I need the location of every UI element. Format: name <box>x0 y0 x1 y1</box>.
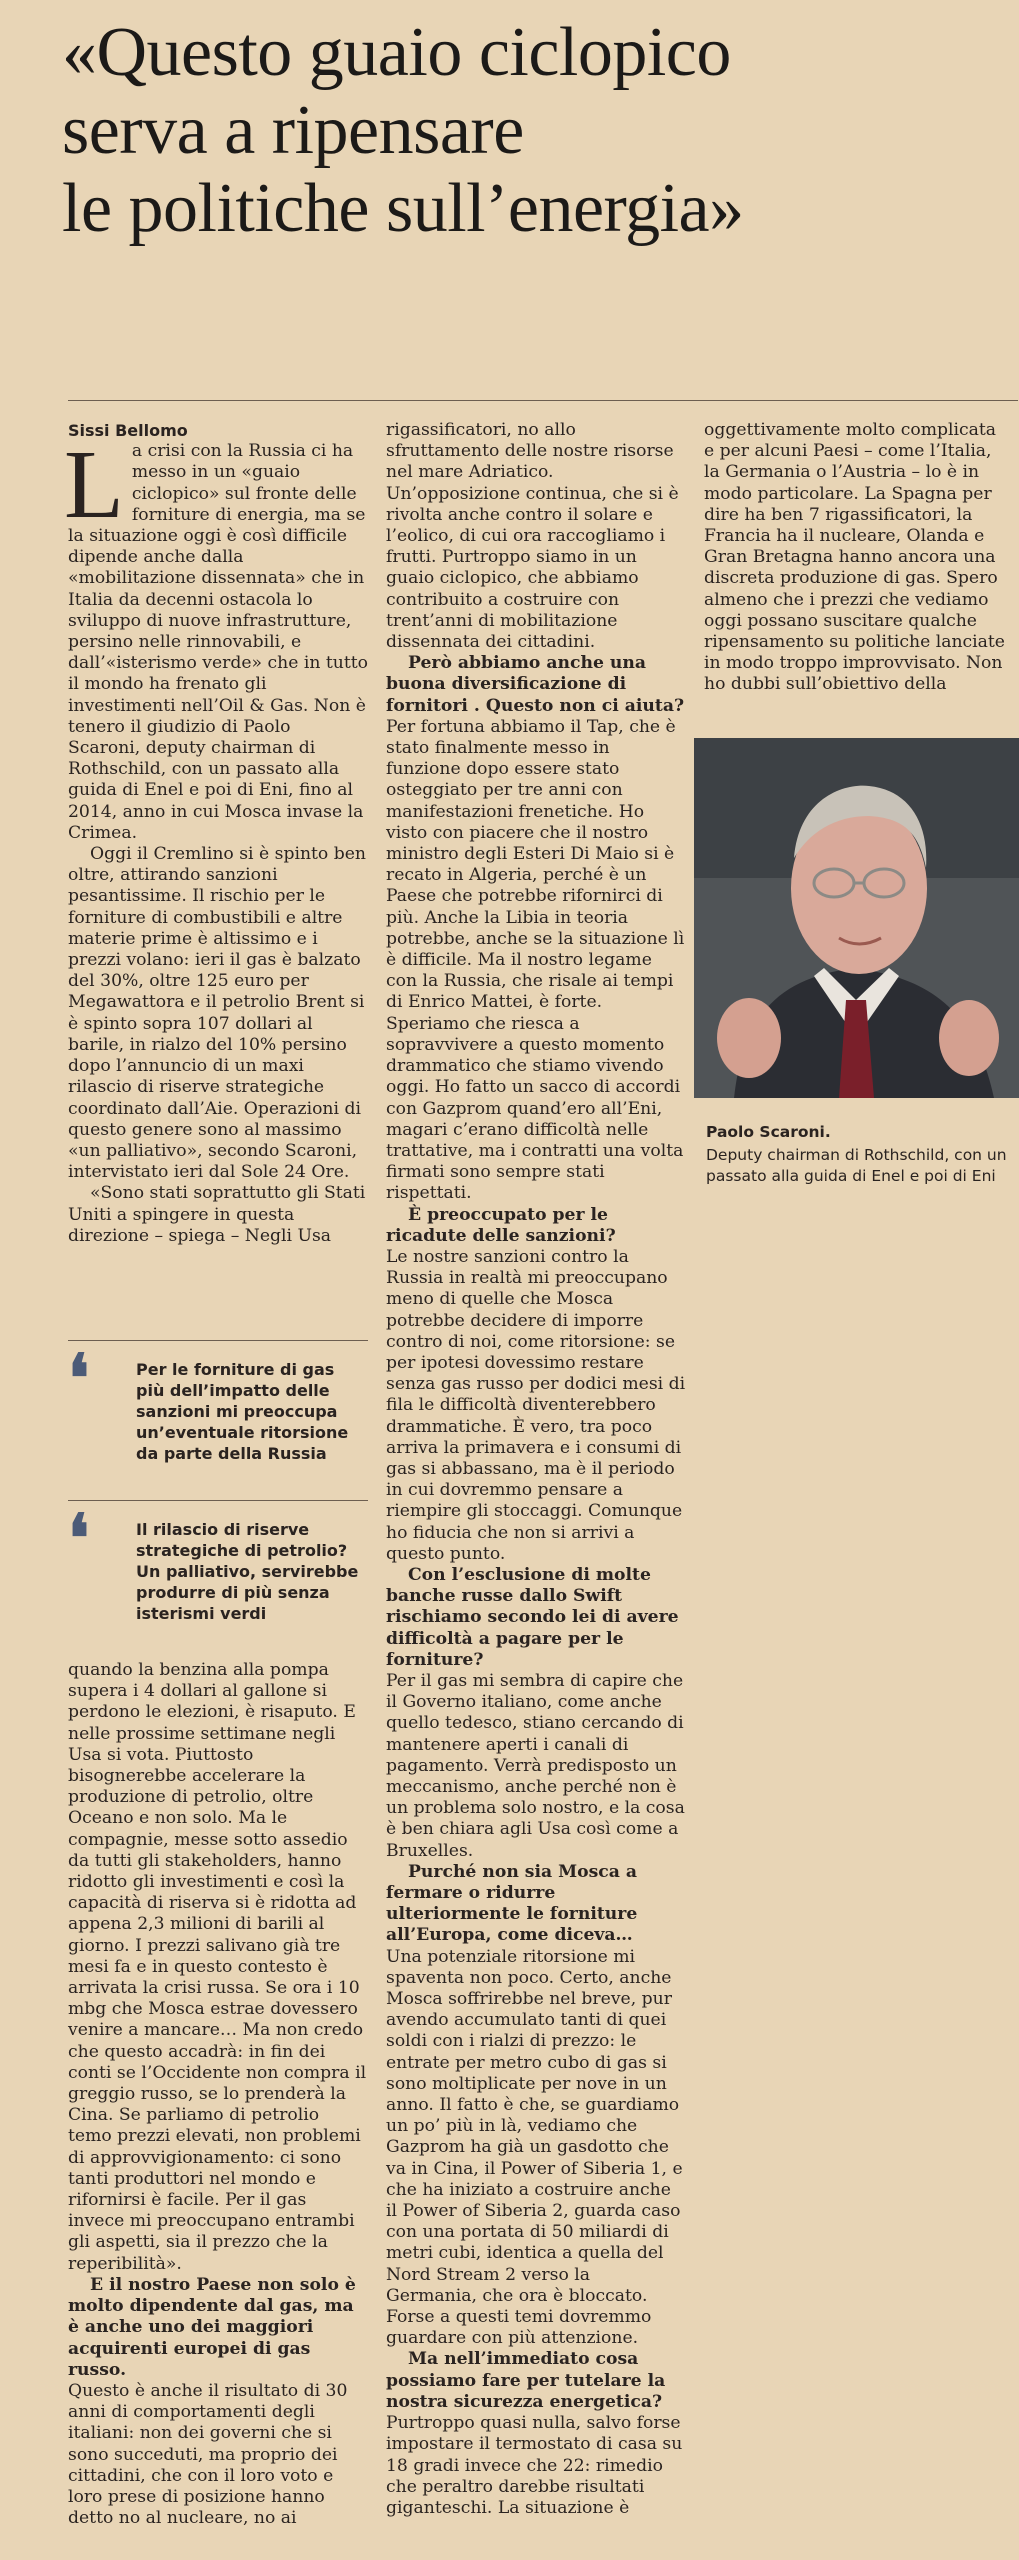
interview-question: Con l’esclusione di molte banche russe dallo Swift rischiamo secondo lei di avere difficoltà a pagare per le forniture? <box>386 1564 679 1670</box>
headline-line-2: serva a ripensare <box>62 92 524 169</box>
lead-text: a crisi con la Russia ci ha messo in un «guaio ciclopico» sul fronte delle forniture di energia, ma se la situazione oggi è così difficile dipende anche dalla «mobilitazione dissennata» che in Italia da decenni ostacola lo sviluppo di nuove infrastrutture, persino nelle rinnovabili, e dall’«isterismo verde» che in tutto il mondo ha frenato gli investimenti nell’Oil & Gas. Non è tenero il giudizio di Paolo Scaroni, deputy chairman di Rothschild, con un passato alla guida di Enel e poi di Eni, fino al 2014, anno in cui Mosca invase la Crimea. <box>68 441 369 843</box>
pull-quote-text: Il rilascio di riserve strategiche di petrolio? Un palliativo, servirebbe produrre di più senza isterismi verdi <box>136 1520 359 1623</box>
paragraph: rigassificatori, no allo sfruttamento delle nostre risorse nel mare Adriatico. Un’opposizione continua, che si è rivolta anche contro il solare e l’eolico, di cui ora raccogliamo i frutti. Purtroppo siamo in un guaio ciclopico, che abbiamo contribuito a costruire con trent’anni di mobilitazione dissennata dei cittadini. <box>386 420 679 653</box>
headline-line-3: le politiche sull’energia» <box>62 170 744 247</box>
pull-quote-text: Per le forniture di gas più dell’impatto delle sanzioni mi preoccupa un’eventuale ritorsione da parte della Russia <box>136 1360 349 1463</box>
interview-question: È preoccupato per le ricadute delle sanzioni? <box>386 1204 616 1246</box>
interview-question: Purché non sia Mosca a fermare o ridurre ulteriormente le forniture all’Europa, come diceva… <box>386 1861 638 1946</box>
column-2 <box>386 420 686 2519</box>
portrait-photo <box>694 738 1019 1098</box>
paragraph: Questo è anche il risultato di 30 anni di comportamenti degli italiani: non dei governi che si sono succeduti, ma proprio dei cittadini, che con il loro voto e loro prese di posizione hanno detto no al nucleare, no ai <box>68 2380 348 2529</box>
headline <box>62 14 1002 248</box>
quote-mark-icon: ❛ <box>68 1503 90 1576</box>
column-3 <box>704 420 1010 696</box>
column-1-continued <box>68 1660 368 2529</box>
pull-quote-2 <box>68 1500 368 1621</box>
byline: Sissi Bellomo <box>68 421 188 440</box>
drop-cap: L <box>64 431 124 540</box>
caption-text: Deputy chairman di Rothschild, con un passato alla guida di Enel e poi di Eni <box>706 1146 1007 1185</box>
interview-question: Però abbiamo anche una buona diversificazione di fornitori . Questo non ci aiuta? <box>386 653 685 716</box>
paragraph: «Sono stati soprattutto gli Stati Uniti a spingere in questa direzione – spiega – Negli Usa <box>68 1183 366 1246</box>
paragraph: Oggi il Cremlino si è spinto ben oltre, attirando sanzioni pesantissime. Il rischio per le forniture di combustibili e altre materie prime è altissimo e i prezzi volano: ieri il gas è balzato del 30%, oltre 125 euro per Megawattora e il petrolio Brent si è spinto sopra 107 dollari al barile, in rialzo del 10% persino dopo l’annuncio di un maxi rilascio di riserve strategiche coordinato dall’Aie. Operazioni di questo genere sono al massimo «un palliativo», secondo Scaroni, intervistato ieri dal Sole 24 Ore. <box>68 844 366 1183</box>
paragraph: Una potenziale ritorsione mi spaventa non poco. Certo, anche Mosca soffrirebbe nel breve, pur avendo accumulato tanti di quei soldi con i rialzi di prezzo: le entrate per metro cubo di gas si sono moltiplicate per nove in un anno. Il fatto è che, se guardiamo un po’ più in là, vediamo che Gazprom ha già un gasdotto che va in Cina, il Power of Siberia 1, e che ha iniziato a costruire anche il Power of Siberia 2, guarda caso con una portata di 50 miliardi di metri cubi, identica a quella del Nord Stream 2 verso la Germania, che ora è bloccato. Forse a questi temi dovremmo guardare con più attenzione. <box>386 1946 683 2349</box>
interview-question: E il nostro Paese non solo è molto dipendente dal gas, ma è anche uno dei maggiori acquirenti europei di gas russo. <box>68 2274 356 2380</box>
caption-name: Paolo Scaroni. <box>706 1123 831 1141</box>
paragraph: Per il gas mi sembra di capire che il Governo italiano, come anche quello tedesco, stiano cercando di mantenere aperti i canali di pagamento. Verrà predisposto un meccanismo, anche perché non è un problema solo nostro, e la cosa è ben chiara agli Usa così come a Bruxelles. <box>386 1670 685 1861</box>
lead-paragraph <box>64 431 369 844</box>
headline-line-1: «Questo guaio ciclopico <box>62 14 731 91</box>
column-1 <box>64 420 369 1247</box>
paragraph: oggettivamente molto complicata e per alcuni Paesi – come l’Italia, la Germania o l’Austria – lo è in modo particolare. La Spagna per dire ha ben 7 rigassificatori, la Francia ha il nucleare, Olanda e Gran Bretagna hanno ancora una discreta produzione di gas. Spero almeno che i prezzi che vediamo oggi possano suscitare qualche ripensamento su politiche lanciate in modo troppo improvvisato. Non ho dubbi sull’obiettivo della <box>704 420 1005 695</box>
photo-caption <box>706 1122 1016 1187</box>
portrait-illustration <box>694 738 1019 1098</box>
paragraph: quando la benzina alla pompa supera i 4 dollari al gallone si perdono le elezioni, è risaputo. E nelle prossime settimane negli Usa si vota. Piuttosto bisognerebbe accelerare la produzione di petrolio, oltre Oceano e non solo. Ma le compagnie, messe sotto assedio da tutti gli stakeholders, hanno ridotto gli investimenti e così la capacità di riserva si è ridotta ad appena 2,3 milioni di barili al giorno. I prezzi salivano già tre mesi fa e in questo contesto è arrivata la crisi russa. Se ora i 10 mbg che Mosca estrae dovessero venire a mancare… Ma non credo che questo accadrà: in fin dei conti se l’Occidente non compra il greggio russo, se lo prenderà la Cina. Se parliamo di petrolio temo prezzi elevati, non problemi di approvvigionamento: ci sono tanti produttori nel mondo e rifornirsi è facile. Per il gas invece mi preoccupano entrambi gli aspetti, sia il prezzo che la reperibilità». <box>68 1660 367 2274</box>
pull-quote-1 <box>68 1340 368 1461</box>
paragraph: Per fortuna abbiamo il Tap, che è stato finalmente messo in funzione dopo essere stato osteggiato per tre anni con manifestazioni frenetiche. Ho visto con piacere che il nostro ministro degli Esteri Di Maio si è recato in Algeria, perché è un Paese che potrebbe rifornirci di più. Anche la Libia in teoria potrebbe, anche se la situazione lì è difficile. Ma il nostro legame con la Russia, che risale ai tempi di Enrico Mattei, è forte. Speriamo che riesca a sopravvivere a questo momento drammatico che stiamo vivendo oggi. Ho fatto un sacco di accordi con Gazprom quand’ero all’Eni, magari c’erano difficoltà nelle trattative, ma i contratti una volta firmati sono sempre stati rispettati. <box>386 716 685 1204</box>
interview-question: Ma nell’immediato cosa possiamo fare per tutelare la nostra sicurezza energetica? <box>386 2349 666 2412</box>
headline-rule <box>68 400 1018 401</box>
quote-mark-icon: ❛ <box>68 1343 90 1416</box>
paragraph: Purtroppo quasi nulla, salvo forse impostare il termostato di casa su 18 gradi invece che 22: rimedio che peraltro darebbe risultati giganteschi. La situazione è <box>386 2413 683 2518</box>
paragraph: Le nostre sanzioni contro la Russia in realtà mi preoccupano meno di quelle che Mosca potrebbe decidere di imporre contro di noi, come ritorsione: se per ipotesi dovessimo restare senza gas russo per dodici mesi di fila le difficoltà diventerebbero drammatiche. È vero, tra poco arriva la primavera e i consumi di gas si abbassano, ma è il periodo in cui dovremmo pensare a riempire gli stoccaggi. Comunque ho fiducia che non si arrivi a questo punto. <box>386 1246 686 1564</box>
